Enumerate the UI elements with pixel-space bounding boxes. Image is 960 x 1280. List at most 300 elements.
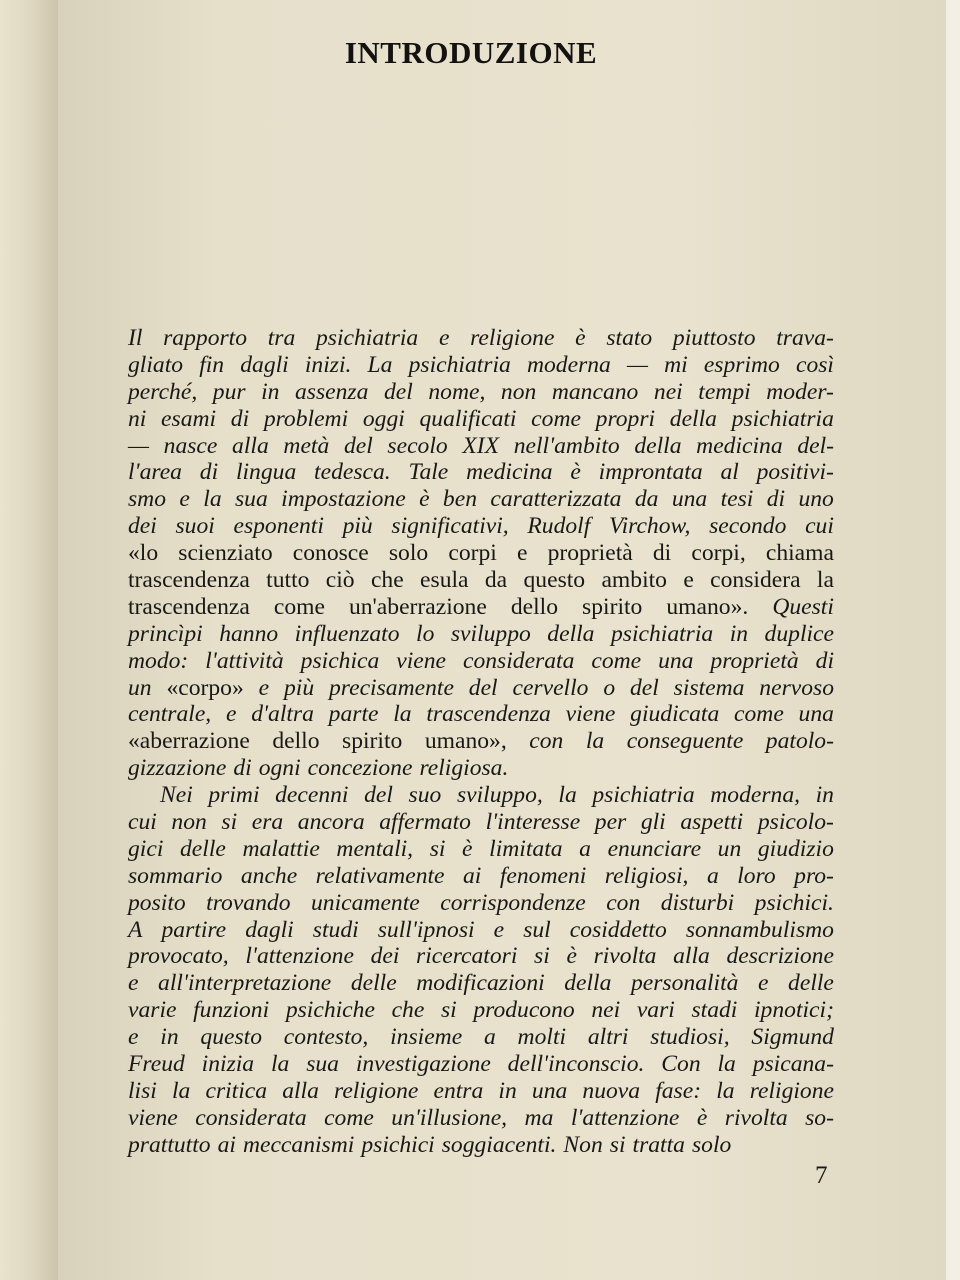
word: psichici <box>361 1131 435 1158</box>
word: Non <box>563 1131 603 1158</box>
text-line <box>128 594 834 621</box>
word: personalità <box>630 970 739 997</box>
word: in <box>815 782 834 809</box>
word: enunciare <box>607 835 702 862</box>
word: con <box>606 889 641 916</box>
word: propri <box>595 405 656 432</box>
word: la <box>558 782 577 809</box>
word: psichiatria <box>315 325 419 351</box>
word: sistema <box>673 674 745 701</box>
word: suoi <box>175 513 215 540</box>
word: è <box>566 943 577 970</box>
word: suo <box>408 782 442 809</box>
word: rivolta <box>593 943 657 970</box>
word: provocato, <box>128 943 229 970</box>
word: ipnotici; <box>754 997 834 1024</box>
word: impostazione <box>281 486 406 513</box>
word: proprietà <box>547 540 633 567</box>
word: rivolta <box>724 1104 788 1131</box>
word: XIX <box>462 432 500 459</box>
word: viene <box>396 647 447 674</box>
word: disturbi <box>660 889 735 916</box>
word: considera <box>710 567 801 594</box>
text-line <box>128 379 834 406</box>
text-line <box>128 701 834 728</box>
word: moder- <box>766 378 834 405</box>
word: cosiddetto <box>569 916 667 943</box>
word: come <box>734 701 784 728</box>
word: conseguente <box>626 728 744 755</box>
word: tedesca. <box>314 459 391 486</box>
word: che <box>391 997 425 1024</box>
text-line <box>128 648 834 675</box>
word: varie <box>128 997 177 1024</box>
word: ai <box>463 862 482 889</box>
word: sul <box>523 916 551 943</box>
word: problemi <box>263 405 349 432</box>
word: insieme <box>390 1024 463 1051</box>
word: di <box>766 486 786 513</box>
text-line <box>128 728 834 755</box>
word: molti <box>517 1024 567 1051</box>
word: gizzazione <box>128 755 227 782</box>
word: psichiche <box>285 997 375 1024</box>
word: relativamente <box>315 862 445 889</box>
word: e <box>258 674 270 701</box>
word: un'illusione, <box>391 1104 508 1131</box>
word: psichici. <box>754 889 834 916</box>
word: metà <box>283 432 330 459</box>
word: mentali, <box>336 835 414 862</box>
word: solo <box>388 540 429 567</box>
word: nervoso <box>759 674 834 701</box>
word: Virchow, <box>608 513 691 540</box>
word: soggiacenti. <box>441 1131 557 1158</box>
word: influenzato <box>294 620 400 647</box>
word: viene <box>128 1104 178 1131</box>
word: cervello <box>512 674 589 701</box>
word: cui <box>128 809 157 836</box>
paragraph <box>128 782 834 1158</box>
word: «aberrazione <box>128 728 250 755</box>
word: inizia <box>201 1051 255 1078</box>
word: è <box>575 325 586 351</box>
word: esprimo <box>703 351 780 378</box>
word: e <box>225 701 237 728</box>
word: in <box>498 1077 517 1104</box>
text-line <box>128 863 834 890</box>
word: la <box>816 567 834 594</box>
text-line <box>128 675 834 702</box>
word: e <box>493 916 505 943</box>
word: moderna, <box>710 782 801 809</box>
word: Freud <box>128 1051 185 1078</box>
word: psichica <box>300 647 380 674</box>
text-line <box>128 540 834 567</box>
word: centrale, <box>128 701 212 728</box>
word: funzioni <box>193 997 270 1024</box>
word: delle <box>788 970 834 997</box>
page-right-margin <box>946 0 960 1280</box>
word: da <box>634 486 659 513</box>
word: umano», <box>424 728 507 755</box>
word: malattie <box>242 835 320 862</box>
word: non <box>500 378 537 405</box>
word: è <box>570 459 581 486</box>
word: solo <box>691 1131 732 1158</box>
word: anche <box>240 862 298 889</box>
word: qualificati <box>419 405 517 432</box>
text-line <box>128 459 834 486</box>
word: di <box>652 540 672 567</box>
word: la <box>270 1051 290 1078</box>
word: stadi <box>691 997 738 1024</box>
word: corpi <box>448 540 497 567</box>
word: una <box>671 486 708 513</box>
word: ogni <box>258 755 301 782</box>
word: dagli <box>240 351 289 378</box>
text-line <box>128 782 834 809</box>
word: come <box>591 647 642 674</box>
word: psicolo- <box>757 809 834 836</box>
word: Rudolf <box>527 513 591 540</box>
word: critica <box>205 1077 268 1104</box>
word: uno <box>798 486 834 513</box>
word: per <box>594 809 627 836</box>
word: un <box>128 674 152 701</box>
word: un <box>717 835 742 862</box>
word: è <box>462 835 473 862</box>
word: del <box>343 432 373 459</box>
word: la <box>716 1077 735 1104</box>
word: del <box>364 782 393 809</box>
word: significativi, <box>391 513 509 540</box>
word: come <box>273 593 325 620</box>
word: di <box>230 405 250 432</box>
word: in <box>261 378 280 405</box>
text-line <box>128 917 834 944</box>
word: si <box>221 809 238 836</box>
word: con <box>529 728 564 755</box>
word: considerata <box>462 647 575 674</box>
word: ricercatori <box>416 943 518 970</box>
word: partire <box>161 916 227 943</box>
word: una <box>531 1077 568 1104</box>
word: perché, <box>128 378 198 405</box>
word: tesi <box>720 486 754 513</box>
word: della <box>547 620 595 647</box>
word: gliato <box>128 351 184 378</box>
word: prattutto <box>128 1131 211 1158</box>
word: nasce <box>163 432 218 459</box>
word: loro <box>737 862 776 889</box>
word: si <box>440 997 457 1024</box>
word: delle <box>180 835 226 862</box>
word: l'area <box>128 459 182 486</box>
word: psichiatria <box>731 405 834 432</box>
word: un'aberrazione <box>348 593 487 620</box>
word: «lo <box>128 540 159 567</box>
word: medicina <box>696 432 783 459</box>
word: è <box>419 486 430 513</box>
word: dello <box>510 593 559 620</box>
word: l'attenzione <box>245 943 354 970</box>
word: religione <box>749 1077 834 1104</box>
word: al <box>720 459 739 486</box>
word: sviluppo <box>450 620 531 647</box>
chapter-title: INTRODUZIONE <box>344 34 598 70</box>
word: una <box>798 701 834 728</box>
word: studiosi, <box>650 1024 730 1051</box>
word: considerata <box>195 1104 307 1131</box>
word: tra <box>267 325 296 351</box>
word: decenni <box>275 782 349 809</box>
word: così <box>795 351 834 378</box>
word: corrispondenze <box>440 889 586 916</box>
word: concezione <box>307 755 413 782</box>
word: conosce <box>292 540 369 567</box>
word: A <box>128 916 143 943</box>
word: chiama <box>765 540 834 567</box>
word: Tale <box>408 459 449 486</box>
word: trascendenza <box>128 593 250 620</box>
word: nome, <box>428 378 486 405</box>
word: a <box>579 835 591 862</box>
word: religiosa. <box>419 755 509 782</box>
word: fenomeni <box>499 862 587 889</box>
word: più <box>342 513 373 540</box>
word: come <box>324 1104 374 1131</box>
word: dello <box>272 728 320 755</box>
word: come <box>531 405 581 432</box>
word: smo <box>128 486 167 513</box>
word: secolo <box>387 432 448 459</box>
word: esponenti <box>233 513 324 540</box>
word: una <box>658 647 694 674</box>
text-line <box>128 621 834 648</box>
word: la <box>203 486 222 513</box>
word: positivi- <box>756 459 834 486</box>
word: contesto, <box>283 1024 369 1051</box>
word: La <box>367 351 393 378</box>
word: sonnambulismo <box>685 916 834 943</box>
word: e <box>179 486 190 513</box>
word: limitata <box>489 835 563 862</box>
body-text <box>128 325 834 1159</box>
word: spirito <box>582 593 643 620</box>
word: cui <box>805 513 834 540</box>
paragraph <box>128 325 834 782</box>
word: oggi <box>362 405 405 432</box>
word: trava- <box>776 325 834 351</box>
word: psichiatria <box>610 620 714 647</box>
word: in <box>160 1024 179 1051</box>
word: stato <box>606 325 653 351</box>
word: e <box>128 1024 139 1051</box>
word: piuttosto <box>672 325 756 351</box>
word: a <box>483 1024 496 1051</box>
word: ma <box>524 1104 554 1131</box>
text-line <box>128 970 834 997</box>
adjacent-page-edge <box>0 0 62 1280</box>
text-line <box>128 1105 834 1132</box>
word: rapporto <box>163 325 248 351</box>
word: ai <box>217 1131 236 1158</box>
word: modo: <box>128 647 189 674</box>
word: — <box>128 432 149 459</box>
word: Questi <box>772 593 834 620</box>
word: producono <box>473 997 575 1024</box>
word: gli <box>640 809 666 836</box>
word: delle <box>350 970 397 997</box>
word: ciò <box>325 567 355 594</box>
word: giudicata <box>630 701 720 728</box>
text-line <box>128 997 834 1024</box>
text-line <box>128 406 834 433</box>
word: questo <box>200 1024 263 1051</box>
word: — <box>626 351 648 378</box>
word: inizi. <box>304 351 352 378</box>
word: all'interpretazione <box>158 970 332 997</box>
word: assenza <box>295 378 369 405</box>
word: ben <box>442 486 477 513</box>
word: pro- <box>794 862 834 889</box>
word: caratterizzata <box>490 486 622 513</box>
word: vari <box>636 997 675 1024</box>
word: e <box>128 970 139 997</box>
word: della <box>669 405 717 432</box>
word: a <box>706 862 719 889</box>
word: psicana- <box>752 1051 834 1078</box>
word: e <box>683 567 694 594</box>
word: patolo- <box>765 728 834 755</box>
word: hanno <box>219 620 279 647</box>
word: psichiatria <box>408 351 511 378</box>
word: Sigmund <box>751 1024 834 1051</box>
word: duplice <box>764 620 834 647</box>
word: dei <box>370 943 400 970</box>
word: nei <box>653 378 683 405</box>
word: improntata <box>598 459 703 486</box>
word: tutto <box>266 567 310 594</box>
word: la <box>171 1077 191 1104</box>
word: era <box>251 809 284 836</box>
text-line <box>128 1051 834 1078</box>
word: nell'ambito <box>513 432 620 459</box>
word: alla <box>282 1077 319 1104</box>
word: spirito <box>342 728 403 755</box>
word: giudizio <box>757 835 834 862</box>
word: unicamente <box>310 889 420 916</box>
page-number: 7 <box>815 1162 828 1189</box>
word: parte <box>328 701 379 728</box>
word: del <box>383 378 413 405</box>
text-line <box>128 890 834 917</box>
word: lisi <box>128 1077 157 1104</box>
word: meccanismi <box>242 1131 355 1158</box>
word: psichiatria <box>592 782 695 809</box>
word: esula <box>420 567 469 594</box>
word: religione <box>334 1077 419 1104</box>
word: Con <box>661 1051 701 1078</box>
word: non <box>171 809 207 836</box>
word: dell'inconscio. <box>507 1051 645 1078</box>
word: della <box>634 432 682 459</box>
word: trascendenza <box>128 567 250 594</box>
word: nuova <box>582 1077 641 1104</box>
word: religione <box>470 325 555 351</box>
text-line <box>128 1024 834 1051</box>
word: è <box>696 1104 708 1131</box>
word: moderna <box>526 351 611 378</box>
word: si <box>429 835 446 862</box>
text-line <box>128 325 834 352</box>
word: e <box>758 970 769 997</box>
word: di <box>233 755 252 782</box>
word: religiosi, <box>604 862 689 889</box>
word: Il <box>128 325 143 351</box>
word: secondo <box>709 513 787 540</box>
word: descrizione <box>726 943 834 970</box>
word: corpi, <box>691 540 746 567</box>
word: la <box>393 701 412 728</box>
text-line <box>128 433 834 460</box>
word: umano». <box>666 593 749 620</box>
word: dagli <box>245 916 294 943</box>
word: l'attività <box>205 647 284 674</box>
text-line <box>128 486 834 513</box>
text-line <box>128 567 834 594</box>
text-line <box>128 352 834 379</box>
word: del <box>629 674 659 701</box>
word: precisamente <box>329 674 454 701</box>
word: fase: <box>655 1077 702 1104</box>
word: scienziato <box>178 540 273 567</box>
word: alla <box>673 943 710 970</box>
word: che <box>370 567 404 594</box>
word: sull'ipnosi <box>377 916 475 943</box>
word: lingua <box>235 459 297 486</box>
word: della <box>564 970 612 997</box>
word: so- <box>805 1104 834 1131</box>
word: ni <box>128 405 147 432</box>
word: del <box>468 674 498 701</box>
word: ambito <box>601 567 667 594</box>
word: tratta <box>632 1131 685 1158</box>
word: Nei <box>160 782 193 809</box>
word: in <box>729 620 749 647</box>
word: dei <box>128 513 157 540</box>
word: da <box>484 567 508 594</box>
word: si <box>534 943 550 970</box>
text-line <box>128 809 834 836</box>
word: e <box>438 325 450 351</box>
word: princìpi <box>128 620 203 647</box>
word: fin <box>199 351 225 378</box>
text-line <box>128 1078 834 1105</box>
word: l'attenzione <box>570 1104 680 1131</box>
word: «corpo» <box>166 674 244 701</box>
word: affermato <box>379 809 471 836</box>
word: modificazioni <box>416 970 545 997</box>
text-line <box>128 1132 834 1159</box>
word: d'altra <box>251 701 314 728</box>
word: tempi <box>698 378 751 405</box>
word: questo <box>523 567 586 594</box>
text-line <box>128 513 834 540</box>
text-line <box>128 836 834 863</box>
word: aspetti <box>680 809 744 836</box>
